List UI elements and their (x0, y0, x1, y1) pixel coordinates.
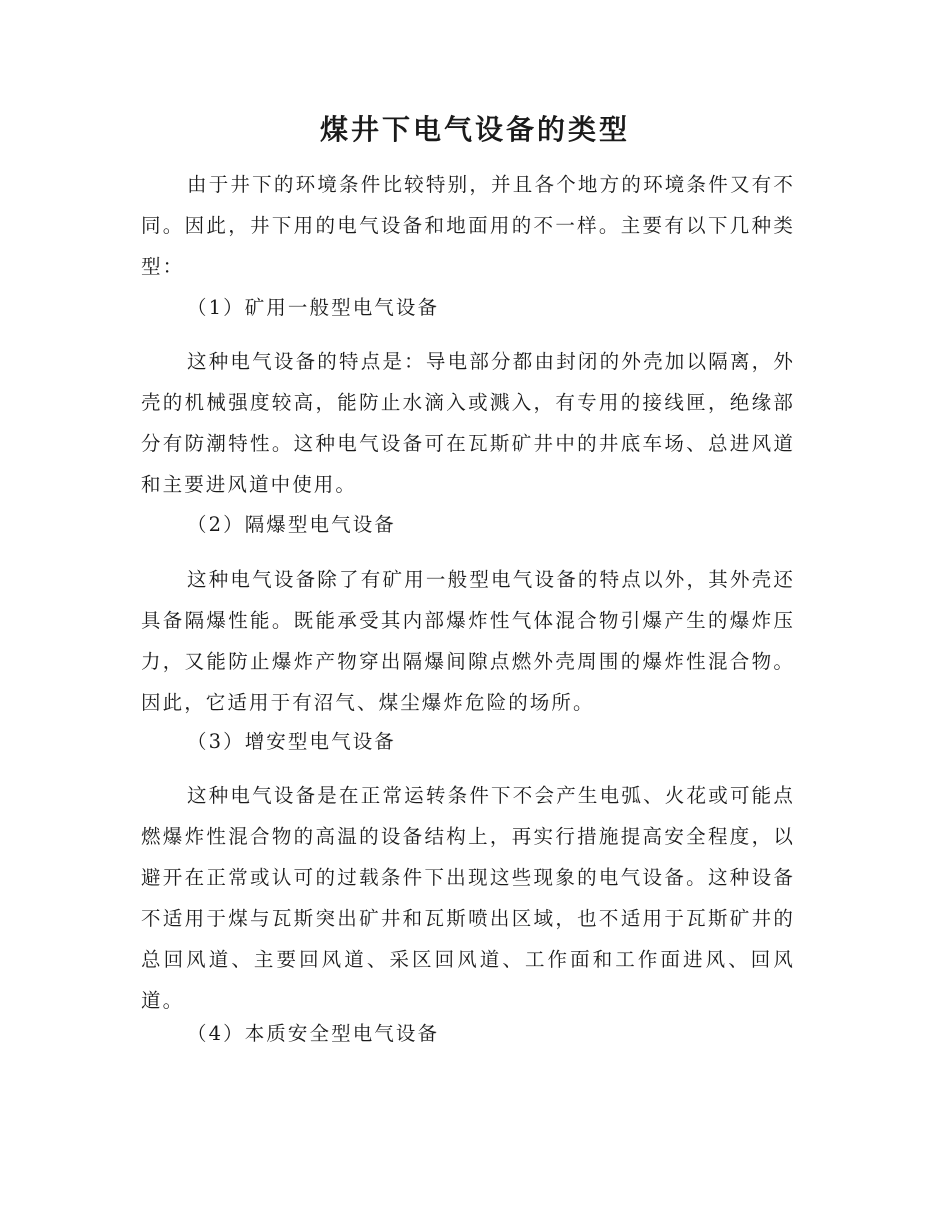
section-3-body: 这种电气设备是在正常运转条件下不会产生电弧、火花或可能点燃爆炸性混合物的高温的设备结构上，再实行措施提高安全程度，以避开在正常或认可的过载条件下出现这些现象的电气设备。这种设备不适用于煤与瓦斯突出矿井和瓦斯喷出区域，也不适用于瓦斯矿井的总回风道、主要回风道、采区回风道、工作面和工作面进风、回风道。 (141, 784, 795, 1012)
section-2-heading: （2）隔爆型电气设备 (187, 513, 396, 536)
document-title: 煤井下电气设备的类型 (319, 113, 630, 146)
intro-paragraph: 由于井下的环境条件比较特别，并且各个地方的环境条件又有不同。因此，井下用的电气设备和地面用的不一样。主要有以下几种类型： (141, 173, 795, 278)
section-4-heading: （4）本质安全型电气设备 (187, 1022, 440, 1045)
section-3-heading: （3）增安型电气设备 (187, 730, 396, 753)
section-2-body: 这种电气设备除了有矿用一般型电气设备的特点以外，其外壳还具备隔爆性能。既能承受其内部爆炸性气体混合物引爆产生的爆炸压力，又能防止爆炸产物穿出隔爆间隙点燃外壳周围的爆炸性混合物。因此，它适用于有沼气、煤尘爆炸危险的场所。 (141, 568, 795, 714)
section-1-body: 这种电气设备的特点是：导电部分都由封闭的外壳加以隔离，外壳的机械强度较高，能防止水滴入或溅入，有专用的接线匣，绝缘部分有防潮特性。这种电气设备可在瓦斯矿井中的井底车场、总进风道和主要进风道中使用。 (141, 350, 795, 496)
section-1-heading: （1）矿用一般型电气设备 (187, 296, 440, 319)
